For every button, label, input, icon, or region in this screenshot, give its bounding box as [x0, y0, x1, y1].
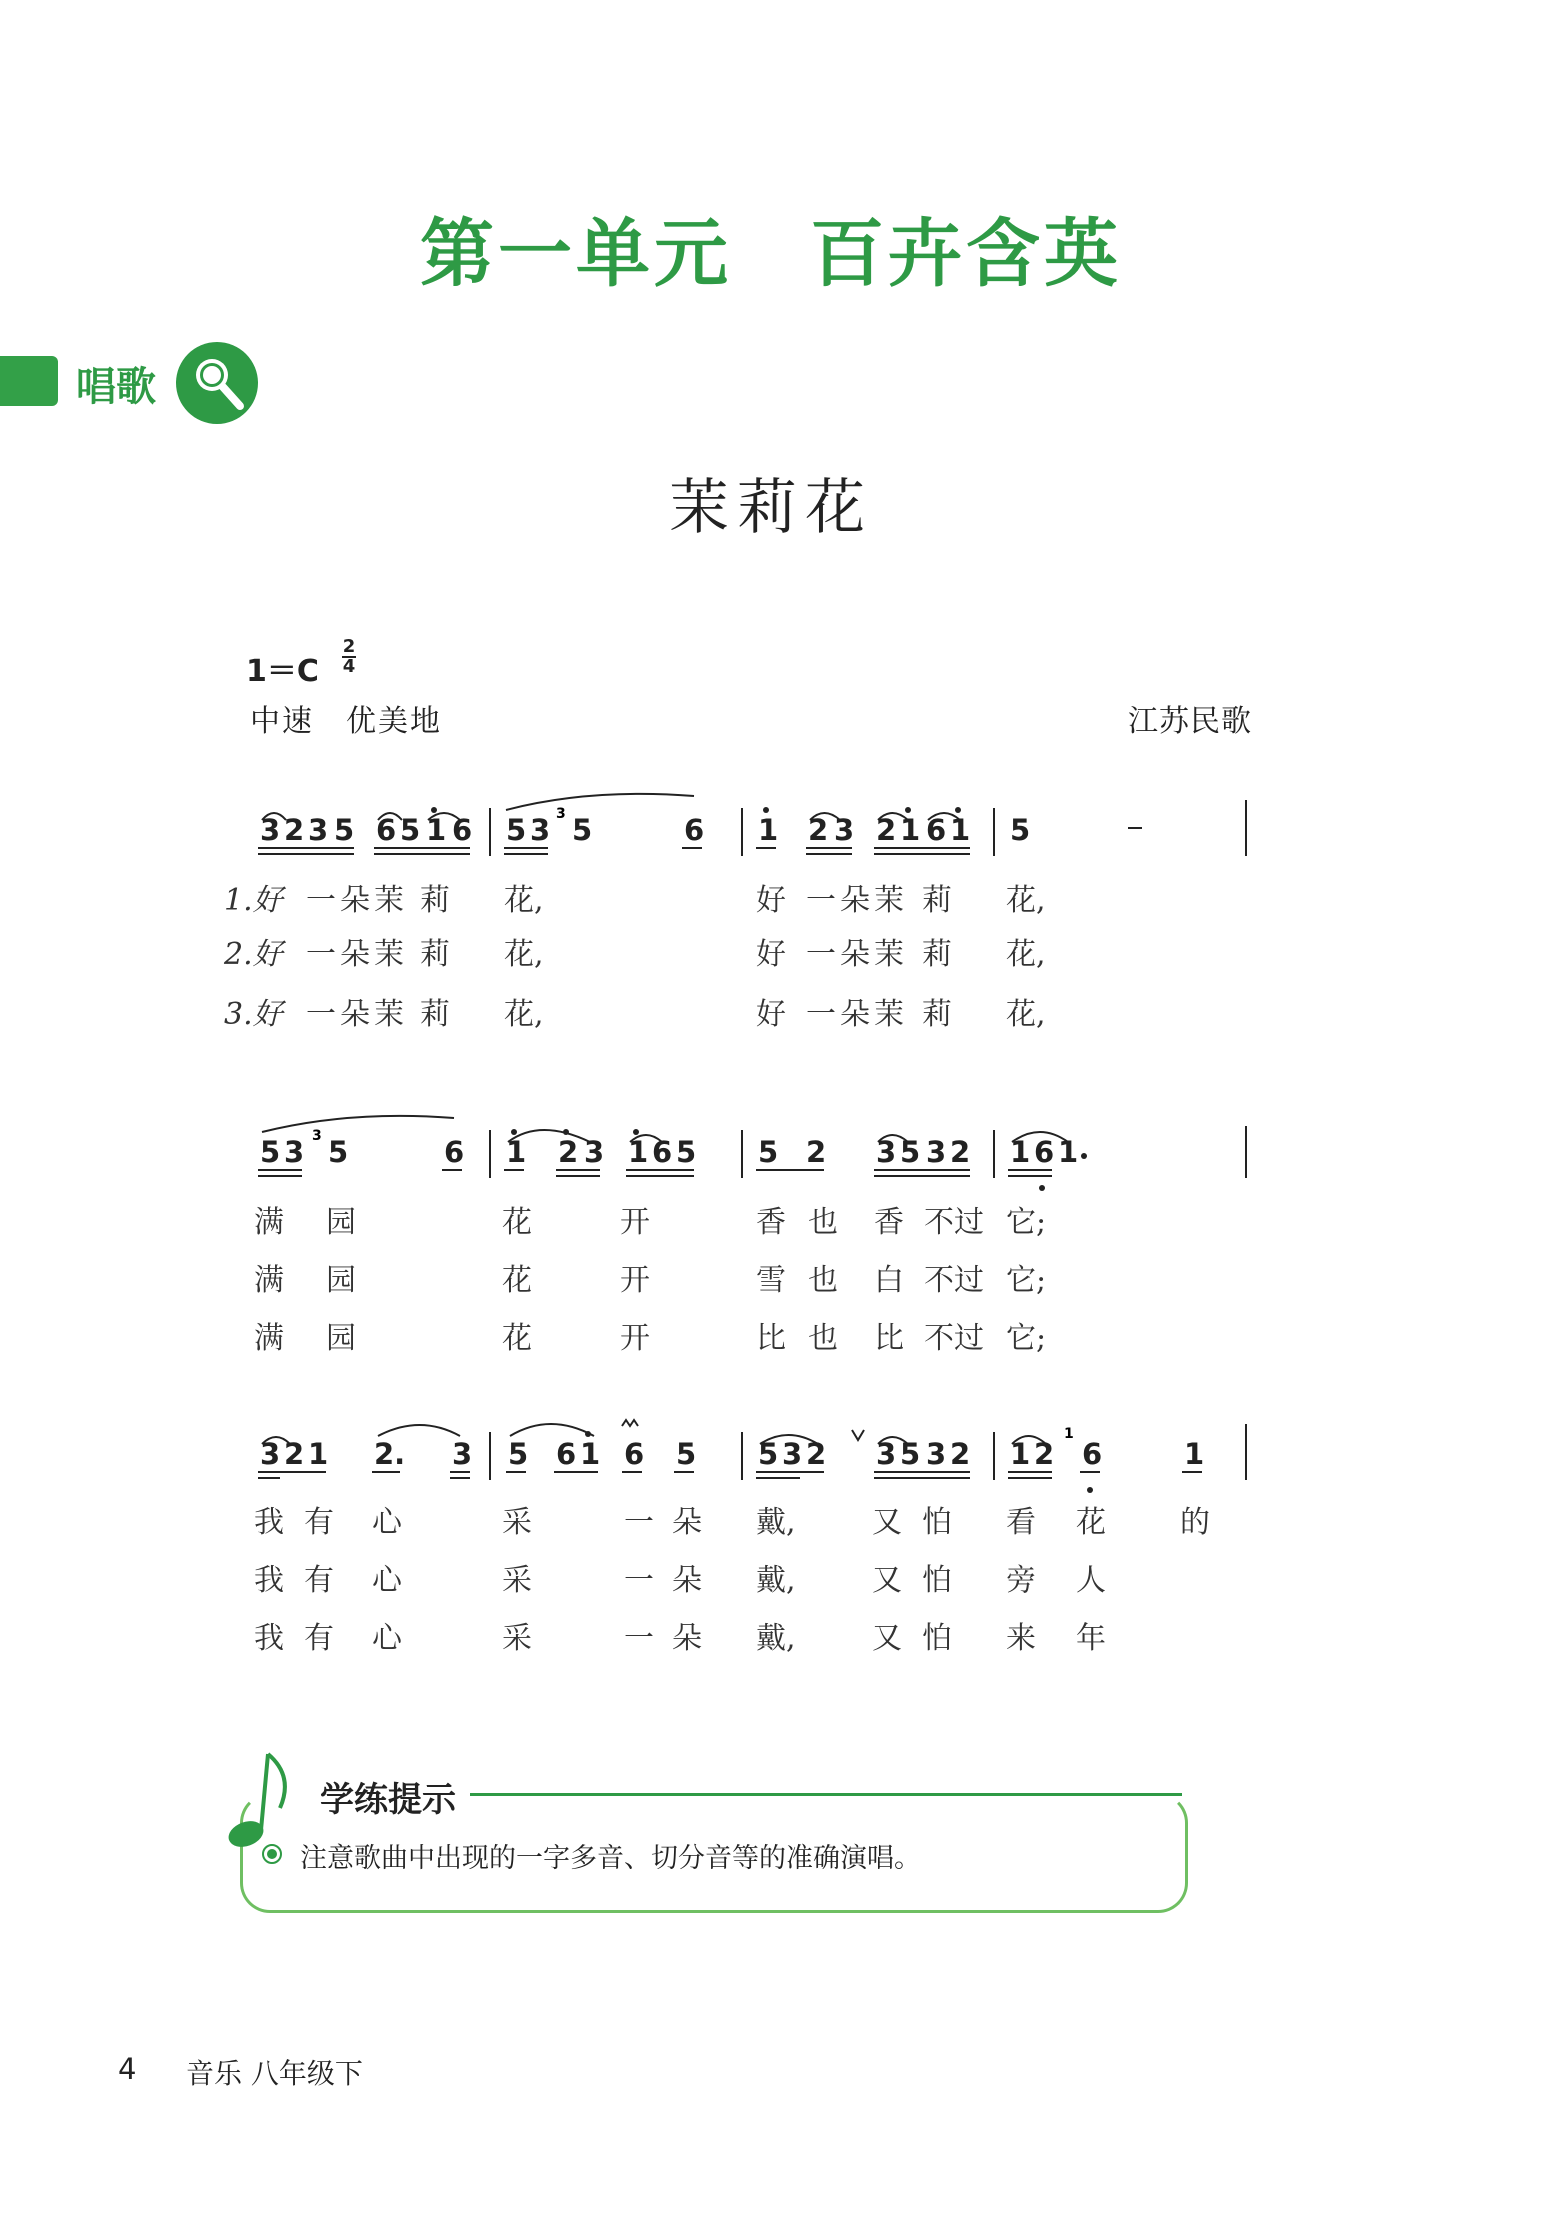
svg-text:5: 5	[506, 813, 527, 847]
svg-text:开: 开	[620, 1263, 650, 1298]
svg-text:3: 3	[260, 1437, 281, 1471]
svg-text:1: 1	[950, 813, 971, 847]
svg-text:它;: 它;	[1006, 1321, 1047, 1356]
svg-text:开: 开	[620, 1205, 650, 1240]
svg-text:花,: 花,	[1006, 997, 1046, 1032]
svg-text:人: 人	[1076, 1563, 1106, 1598]
svg-text:开: 开	[620, 1321, 650, 1356]
tempo-marking: 中速 优美地	[250, 704, 442, 739]
svg-text:2: 2	[806, 1135, 827, 1169]
svg-text:莉: 莉	[420, 997, 450, 1032]
svg-text:有: 有	[304, 1505, 334, 1540]
svg-text:看: 看	[1006, 1505, 1036, 1540]
svg-text:6: 6	[556, 1437, 577, 1471]
svg-text:我: 我	[254, 1621, 284, 1656]
svg-text:香: 香	[874, 1205, 904, 1240]
section-tab-label: 唱歌	[76, 364, 156, 410]
svg-text:花,: 花,	[504, 937, 544, 972]
svg-text:有: 有	[304, 1563, 334, 1598]
song-title: 茉莉花	[669, 473, 873, 543]
svg-text:心: 心	[372, 1505, 402, 1540]
svg-text:花: 花	[502, 1263, 532, 1298]
svg-text:一朵茉: 一朵茉	[306, 883, 408, 918]
svg-text:3: 3	[312, 1128, 322, 1144]
svg-text:不过: 不过	[924, 1321, 984, 1356]
svg-text:1: 1	[580, 1437, 601, 1471]
svg-text:花: 花	[502, 1205, 532, 1240]
svg-text:5: 5	[328, 1135, 349, 1169]
svg-text:6: 6	[624, 1437, 645, 1471]
svg-text:朵: 朵	[672, 1621, 702, 1656]
svg-text:2: 2	[876, 813, 897, 847]
song-origin: 江苏民歌	[1128, 704, 1252, 739]
svg-text:3.好: 3.好	[224, 997, 283, 1032]
svg-text:也: 也	[808, 1205, 838, 1240]
svg-text:园: 园	[326, 1263, 356, 1298]
svg-text:3: 3	[556, 806, 566, 822]
svg-text:一朵茉: 一朵茉	[306, 937, 408, 972]
svg-text:1: 1	[1184, 1437, 1205, 1471]
svg-text:5: 5	[1010, 813, 1031, 847]
key-signature: 1＝C	[246, 654, 319, 689]
measure-1-2	[504, 794, 704, 854]
svg-text:3: 3	[584, 1135, 605, 1169]
svg-text:莉: 莉	[922, 997, 952, 1032]
svg-text:也: 也	[808, 1263, 838, 1298]
measure-1-1	[258, 807, 472, 854]
score-row-2	[258, 1116, 1246, 1191]
svg-text:花,: 花,	[504, 997, 544, 1032]
svg-text:1: 1	[1064, 1426, 1074, 1442]
measure-1-4	[1010, 813, 1142, 847]
svg-text:好: 好	[756, 883, 786, 918]
svg-text:怕: 怕	[922, 1621, 952, 1656]
svg-text:一: 一	[624, 1563, 654, 1598]
svg-text:5: 5	[508, 1437, 529, 1471]
score-row-3	[258, 1420, 1246, 1493]
svg-text:1: 1	[628, 1135, 649, 1169]
svg-text:1: 1	[900, 813, 921, 847]
svg-text:有: 有	[304, 1621, 334, 1656]
svg-text:也: 也	[808, 1321, 838, 1356]
svg-text:1: 1	[1058, 1135, 1079, 1169]
svg-text:2: 2	[808, 813, 829, 847]
svg-text:3: 3	[876, 1135, 897, 1169]
svg-text:采: 采	[502, 1505, 532, 1540]
svg-text:比: 比	[756, 1321, 786, 1356]
svg-text:5: 5	[334, 813, 355, 847]
measure-3-3	[756, 1430, 970, 1478]
tip-heading: 学练提示	[320, 1772, 462, 1821]
svg-text:年: 年	[1076, 1621, 1106, 1656]
svg-text:2: 2	[558, 1135, 579, 1169]
svg-text:3: 3	[260, 813, 281, 847]
svg-text:不过: 不过	[924, 1263, 984, 1298]
svg-text:好: 好	[756, 937, 786, 972]
svg-text:比: 比	[874, 1321, 904, 1356]
svg-text:一朵茉: 一朵茉	[806, 883, 908, 918]
svg-text:园: 园	[326, 1205, 356, 1240]
svg-text:香: 香	[756, 1205, 786, 1240]
svg-text:3: 3	[926, 1437, 947, 1471]
svg-text:又: 又	[872, 1563, 902, 1598]
measure-3-2	[506, 1420, 696, 1472]
svg-text:5: 5	[900, 1135, 921, 1169]
svg-text:又: 又	[872, 1621, 902, 1656]
measure-2-1	[258, 1116, 464, 1176]
svg-text:花,: 花,	[504, 883, 544, 918]
svg-text:2: 2	[950, 1437, 971, 1471]
measure-3-1	[258, 1425, 472, 1478]
svg-text:又: 又	[872, 1505, 902, 1540]
svg-text:6: 6	[452, 813, 473, 847]
svg-text:园: 园	[326, 1321, 356, 1356]
svg-text:花: 花	[502, 1321, 532, 1356]
svg-text:2: 2	[1034, 1437, 1055, 1471]
svg-text:莉: 莉	[420, 937, 450, 972]
svg-text:不过: 不过	[924, 1205, 984, 1240]
svg-text:2: 2	[950, 1135, 971, 1169]
svg-text:旁: 旁	[1006, 1563, 1036, 1598]
svg-text:戴,: 戴,	[756, 1563, 796, 1598]
svg-text:5: 5	[676, 1437, 697, 1471]
svg-text:莉: 莉	[922, 937, 952, 972]
svg-text:3: 3	[308, 813, 329, 847]
svg-text:白: 白	[874, 1263, 904, 1298]
tip-text: 注意歌曲中出现的一字多音、切分音等的准确演唱。	[300, 1843, 921, 1874]
svg-text:它;: 它;	[1006, 1205, 1047, 1240]
svg-text:戴,: 戴,	[756, 1505, 796, 1540]
svg-text:1: 1	[1010, 1135, 1031, 1169]
score-row-1	[258, 794, 1246, 856]
svg-text:5: 5	[400, 813, 421, 847]
svg-text:2.好: 2.好	[224, 937, 283, 972]
svg-text:6: 6	[1034, 1135, 1055, 1169]
svg-text:满: 满	[254, 1205, 284, 1240]
book-name: 音乐 八年级下	[186, 2057, 363, 2090]
svg-text:2: 2	[284, 1437, 305, 1471]
svg-text:3: 3	[530, 813, 551, 847]
svg-text:花: 花	[1076, 1505, 1106, 1540]
svg-text:3: 3	[926, 1135, 947, 1169]
svg-text:6: 6	[376, 813, 397, 847]
svg-text:5: 5	[260, 1135, 281, 1169]
svg-text:5: 5	[676, 1135, 697, 1169]
unit-title: 第一单元 百卉含英	[420, 211, 1122, 297]
svg-text:它;: 它;	[1006, 1263, 1047, 1298]
lyrics-block-2	[254, 1205, 1046, 1356]
svg-text:2: 2	[806, 1437, 827, 1471]
svg-text:6: 6	[652, 1135, 673, 1169]
svg-text:朵: 朵	[672, 1563, 702, 1598]
svg-text:一: 一	[624, 1621, 654, 1656]
svg-text:5: 5	[572, 813, 593, 847]
svg-text:心: 心	[372, 1563, 402, 1598]
measure-2-2	[504, 1129, 696, 1176]
svg-text:1: 1	[1010, 1437, 1031, 1471]
svg-text:3: 3	[782, 1437, 803, 1471]
svg-text:一朵茉: 一朵茉	[806, 997, 908, 1032]
svg-text:1: 1	[426, 813, 447, 847]
svg-text:6: 6	[1082, 1437, 1103, 1471]
svg-text:2: 2	[284, 813, 305, 847]
svg-text:5: 5	[758, 1135, 779, 1169]
svg-text:1.好: 1.好	[224, 883, 283, 918]
bullet-icon	[262, 1844, 282, 1864]
svg-text:3: 3	[834, 813, 855, 847]
svg-text:1: 1	[308, 1437, 329, 1471]
lyrics-block-1	[223, 883, 1046, 1032]
svg-text:1: 1	[758, 813, 779, 847]
measure-1-3	[756, 807, 970, 854]
svg-text:3: 3	[284, 1135, 305, 1169]
svg-text:花,: 花,	[1006, 883, 1046, 918]
tip-divider	[470, 1793, 1182, 1796]
svg-text:来: 来	[1006, 1621, 1036, 1656]
svg-text:好: 好	[756, 997, 786, 1032]
svg-text:我: 我	[254, 1505, 284, 1540]
svg-text:我: 我	[254, 1563, 284, 1598]
page-number: 4	[118, 2052, 137, 2086]
svg-text:6: 6	[684, 813, 705, 847]
svg-text:一: 一	[624, 1505, 654, 1540]
svg-text:一朵茉: 一朵茉	[806, 937, 908, 972]
svg-text:3: 3	[452, 1437, 473, 1471]
measure-3-4	[1008, 1426, 1204, 1493]
svg-text:莉: 莉	[922, 883, 952, 918]
svg-text:怕: 怕	[922, 1505, 952, 1540]
svg-text:莉: 莉	[420, 883, 450, 918]
measure-2-3	[756, 1135, 970, 1176]
svg-text:满: 满	[254, 1263, 284, 1298]
svg-text:戴,: 戴,	[756, 1621, 796, 1656]
svg-text:6: 6	[926, 813, 947, 847]
svg-text:5: 5	[900, 1437, 921, 1471]
svg-text:怕: 怕	[922, 1563, 952, 1598]
svg-text:采: 采	[502, 1563, 532, 1598]
svg-text:一朵茉: 一朵茉	[306, 997, 408, 1032]
svg-text:心: 心	[372, 1621, 402, 1656]
time-signature-bottom: 4	[342, 656, 356, 677]
lyrics-block-3	[254, 1505, 1210, 1656]
svg-text:3: 3	[876, 1437, 897, 1471]
svg-text:朵: 朵	[672, 1505, 702, 1540]
svg-text:6: 6	[444, 1135, 465, 1169]
svg-text:满: 满	[254, 1321, 284, 1356]
svg-text:雪: 雪	[756, 1263, 786, 1298]
measure-2-4	[1008, 1132, 1087, 1191]
music-note-icon	[224, 1746, 298, 1856]
svg-text:1: 1	[506, 1135, 527, 1169]
svg-text:花,: 花,	[1006, 937, 1046, 972]
svg-text:采: 采	[502, 1621, 532, 1656]
svg-text:5: 5	[758, 1437, 779, 1471]
svg-text:2.: 2.	[374, 1437, 406, 1471]
svg-text:的: 的	[1180, 1505, 1210, 1540]
time-signature-top: 2	[342, 636, 356, 657]
